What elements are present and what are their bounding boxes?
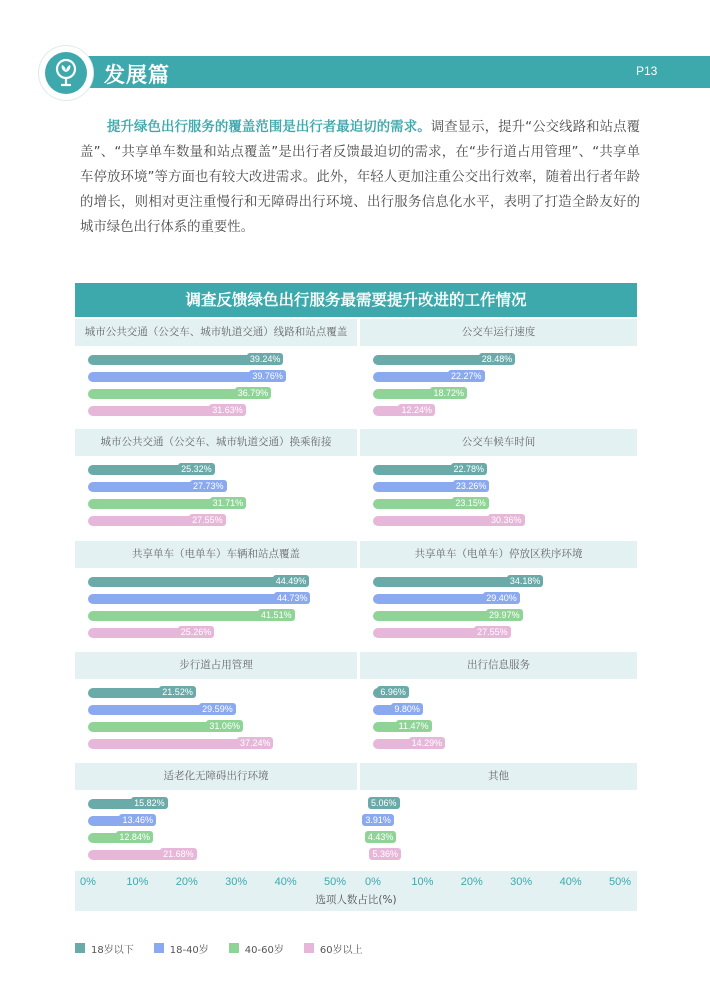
x-tick-label: 50%	[323, 876, 347, 888]
x-tick-label: 30%	[225, 876, 248, 888]
bar-value-label: 29.40%	[483, 592, 520, 604]
x-tick-label: 20%	[175, 876, 198, 888]
legend-swatch	[154, 943, 164, 953]
bar-value-label: 22.78%	[451, 463, 488, 475]
bar-value-label: 36.79%	[235, 387, 272, 399]
x-axis-label: 选项人数占比(%)	[315, 894, 397, 906]
x-tick-label: 20%	[460, 876, 483, 888]
x-tick-label: 30%	[510, 876, 533, 888]
bar-value-label: 27.73%	[190, 480, 227, 492]
bar-value-label: 39.24%	[247, 353, 284, 365]
legend-swatch	[304, 943, 314, 953]
intro-highlight: 提升绿色出行服务的覆盖范围是出行者最迫切的需求。	[107, 120, 431, 135]
legend-label: 18岁以下	[91, 944, 134, 956]
x-tick-label: 10%	[126, 876, 149, 888]
panel-title: 步行道占用管理	[75, 652, 357, 679]
bar-value-label: 27.55%	[189, 514, 226, 526]
panel-title: 其他	[360, 763, 637, 790]
bar-value-label: 21.52%	[159, 686, 196, 698]
bar-value-label: 3.91%	[362, 814, 394, 826]
bar-value-label: 15.82%	[131, 797, 168, 809]
bar-value-label: 28.48%	[479, 353, 516, 365]
bar-value-label: 34.18%	[507, 575, 544, 587]
bar-value-label: 39.76%	[249, 370, 286, 382]
legend-label: 60岁以上	[319, 944, 363, 956]
panel-title: 共享单车（电单车）车辆和站点覆盖	[75, 541, 357, 568]
bar-value-label: 13.46%	[119, 814, 156, 826]
bar-value-label: 18.72%	[430, 387, 467, 399]
x-tick-label: 40%	[274, 876, 297, 888]
bar-value-label: 23.26%	[453, 480, 490, 492]
bar-value-label: 12.84%	[116, 831, 153, 843]
panel-title: 适老化无障碍出行环境	[75, 763, 357, 790]
page-number: P13	[636, 64, 658, 78]
panel-title: 公交车运行速度	[360, 319, 637, 346]
bar-value-label: 22.27%	[448, 370, 485, 382]
x-tick-label: 50%	[608, 876, 632, 888]
bar-value-label: 25.26%	[178, 626, 215, 638]
bar-value-label: 5.06%	[368, 797, 400, 809]
legend-item	[154, 940, 209, 956]
intro-text: 调查显示，提升“公交线路和站点覆盖”、“共享单车数量和站点覆盖”是出行者反馈最迫切的需求，在“步行道占用管理”、“共享单车停放环境”等方面也有较大改进需求。此外，年轻人更加注重公交出行效率，随着出行者年龄的增长，则相对更注重慢行和无障碍出行环境、出行服务信息化水平，表明了打造全龄友好的城市绿色出行体系的重要性。	[80, 120, 641, 235]
bar-value-label: 30.36%	[488, 514, 525, 526]
bar-value-label: 4.43%	[365, 831, 397, 843]
legend	[75, 940, 383, 956]
x-tick-label: 10%	[411, 876, 434, 888]
panel-title: 城市公共交通（公交车、城市轨道交通）换乘衔接	[75, 429, 357, 456]
panel-title: 共享单车（电单车）停放区秩序环境	[360, 541, 637, 568]
bar-value-label: 25.32%	[178, 463, 215, 475]
bar-value-label: 23.15%	[452, 497, 489, 509]
bar-value-label: 29.59%	[199, 703, 236, 715]
bar-value-label: 44.49%	[273, 575, 310, 587]
bar-value-label: 44.73%	[274, 592, 311, 604]
legend-item	[229, 940, 284, 956]
bar-value-label: 6.96%	[377, 686, 409, 698]
bar-value-label: 21.68%	[160, 848, 197, 860]
legend-label: 40-60岁	[244, 944, 284, 956]
bar-value-label: 5.36%	[369, 848, 401, 860]
bar-value-label: 37.24%	[237, 737, 274, 749]
legend-swatch	[75, 943, 85, 953]
bar-value-label: 27.55%	[474, 626, 511, 638]
section-title: 发展篇	[104, 63, 170, 87]
bar-value-label: 31.63%	[209, 404, 246, 416]
legend-item	[304, 940, 363, 956]
bar-value-label: 11.47%	[396, 720, 432, 732]
bar-value-label: 31.06%	[206, 720, 243, 732]
bar-value-label: 29.97%	[486, 609, 523, 621]
bar-value-label: 14.29%	[409, 737, 446, 749]
x-tick-label: 40%	[559, 876, 582, 888]
panel-title: 公交车候车时间	[360, 429, 637, 456]
legend-item	[75, 940, 134, 956]
bar-value-label: 31.71%	[210, 497, 247, 509]
bar-value-label: 12.24%	[398, 404, 435, 416]
chart-title: 调查反馈绿色出行服务最需要提升改进的工作情况	[185, 291, 527, 309]
x-tick-label: 0%	[365, 876, 381, 888]
bar-value-label: 9.80%	[391, 703, 423, 715]
legend-swatch	[229, 943, 239, 953]
panel-title: 城市公共交通（公交车、城市轨道交通）线路和站点覆盖	[75, 319, 357, 346]
panel-title: 出行信息服务	[360, 652, 637, 679]
bar-value-label: 41.51%	[258, 609, 295, 621]
x-tick-label: 0%	[80, 876, 96, 888]
legend-label: 18-40岁	[169, 944, 209, 956]
